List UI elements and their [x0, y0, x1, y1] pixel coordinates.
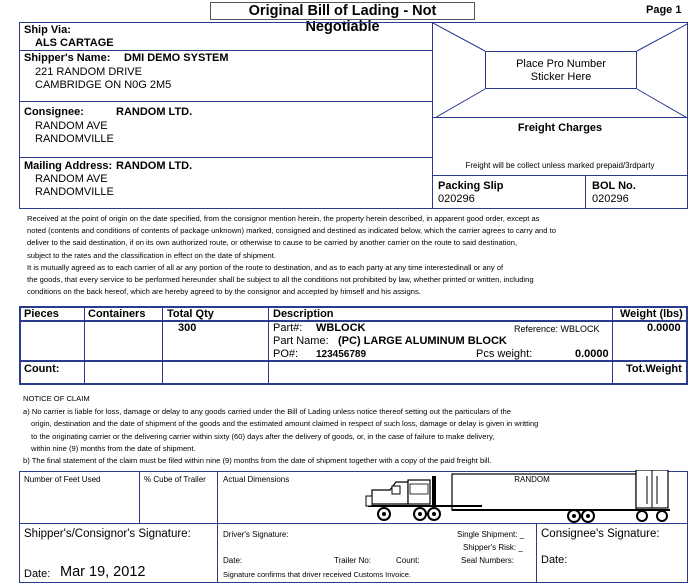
single-shipment-field[interactable]: Single Shipment: _: [457, 530, 525, 539]
shipper-signature-label[interactable]: Shipper's/Consignor's Signature:: [24, 528, 191, 540]
cube-of-trailer-label: % Cube of Trailer: [144, 475, 206, 484]
col-header-containers: Containers: [88, 308, 146, 320]
feet-used-label: Number of Feet Used: [24, 475, 101, 484]
truck-illustration: [364, 470, 684, 526]
shipper-date-label: Date:: [24, 568, 51, 580]
trailer-col-divider: [217, 472, 218, 523]
trailer-col-divider: [139, 472, 140, 523]
items-table: [19, 306, 688, 385]
row-total-qty: 300: [178, 322, 197, 334]
terms-line: deliver to the said destination, if on its own authorized route, or otherwise to cause to be carried by another carrier on the route to said destination,: [27, 238, 518, 248]
customs-invoice-note: Signature confirms that driver received Customs Invoice.: [223, 570, 411, 579]
col-header-total-qty: Total Qty: [167, 308, 214, 320]
pro-number-line1: Place Pro Number: [516, 58, 606, 70]
shipper-box: [19, 50, 433, 102]
row-part-value: WBLOCK: [316, 322, 366, 334]
pro-number-sticker-box: [485, 51, 637, 89]
ship-via-box: [19, 22, 433, 51]
terms-paragraph: [27, 213, 556, 298]
packing-slip-box: [432, 175, 586, 209]
terms-line: Received at the point of origin on the date specified, from the consignor mention herein, the property herein described, in apparent good order, except as: [27, 214, 540, 223]
mailing-address-line2: RANDOMVILLE: [35, 186, 114, 198]
shipper-name: DMI DEMO SYSTEM: [124, 52, 229, 64]
notice-line: b) The final statement of the claim must be filed within nine (9) months from the date of shipment together with a copy of the paid freight bill.: [23, 456, 492, 466]
bol-number-value: 020296: [592, 193, 629, 205]
terms-line: conditions on the back hereof, which are hereby agreed to by the consignor and accepted by himself and his assigns.: [27, 287, 421, 297]
document-title: Original Bill of Lading - Not Negotiable: [210, 2, 475, 20]
pro-number-area: [432, 22, 688, 118]
ship-via-label: Ship Via:: [24, 24, 71, 36]
table-col-divider: [84, 308, 85, 383]
row-part-label: Part#:: [273, 322, 303, 334]
row-po-value: 123456789: [316, 349, 367, 360]
trailer-number-label: Trailer No:: [334, 556, 372, 565]
shipper-date-value: Mar 19, 2012: [60, 564, 146, 580]
notice-line: origin, destination and the date of shipment of the goods and the estimated amount claimed in respect of such loss, damage or delay is given in writting: [31, 419, 539, 429]
mailing-address-line1: RANDOM AVE: [35, 173, 108, 185]
consignee-signature-label[interactable]: Consignee's Signature:: [541, 528, 660, 540]
consignee-box: [19, 101, 433, 158]
col-header-description: Description: [273, 308, 334, 320]
terms-line: It is mutually agreed as to each carrier of all ar any portion of the route to destination, and as to each party at any time interestedinall or any of: [27, 262, 504, 272]
signature-col-divider: [217, 524, 218, 582]
consignee-address-line1: RANDOM AVE: [35, 120, 108, 132]
consignee-name: RANDOM LTD.: [116, 106, 193, 118]
table-col-divider: [162, 308, 163, 383]
packing-slip-label: Packing Slip: [438, 180, 504, 192]
consignee-address-line2: RANDOMVILLE: [35, 133, 114, 145]
terms-line: subject to the rates and the classification in effect on the date of shipment.: [27, 250, 276, 260]
bol-number-label: BOL No.: [592, 180, 636, 192]
notice-line: a) No carrier is liable for loss, damage or delay to any goods carried under the Bill of Lading unless notice thereof setting out the particulars of the: [23, 407, 511, 417]
col-header-pieces: Pieces: [24, 308, 59, 320]
driver-count-label: Count:: [396, 556, 420, 565]
trailer-label: RANDOM: [514, 475, 550, 484]
row-reference: Reference: WBLOCK: [514, 324, 600, 334]
row-part-name-label: Part Name:: [273, 335, 329, 347]
consignee-date-label: Date:: [541, 554, 568, 566]
mailing-address-box: [19, 157, 433, 209]
truck-cab: [372, 482, 408, 504]
freight-collect-note: Freight will be collect unless marked prepaid/3rdparty: [465, 161, 655, 170]
notice-title: NOTICE OF CLAIM: [23, 394, 90, 403]
shipper-address-line2: CAMBRIDGE ON N0G 2M5: [35, 79, 172, 91]
freight-charges-title: Freight Charges: [517, 122, 603, 134]
total-weight-label: Tot.Weight: [626, 363, 682, 375]
row-weight: 0.0000: [647, 322, 681, 334]
table-col-divider: [612, 308, 613, 383]
bol-number-box: [585, 175, 688, 209]
table-col-divider: [268, 308, 269, 383]
notice-line: within nine (9) months from the date of shipment.: [31, 443, 196, 453]
signature-col-divider: [536, 524, 537, 582]
driver-signature-label[interactable]: Driver's Signature:: [223, 530, 289, 539]
terms-line: noted (contents and conditions of contents of package unknown) marked, consigned and destined as indicated below, which the carrier agrees to carry and to: [27, 226, 556, 236]
row-part-name-value: (PC) LARGE ALUMINUM BLOCK: [338, 335, 507, 347]
mailing-address-label: Mailing Address:: [24, 160, 113, 172]
packing-slip-value: 020296: [438, 193, 475, 205]
page-number: Page 1: [646, 4, 682, 16]
driver-date-label: Date:: [223, 556, 243, 565]
freight-charges-box: [432, 117, 688, 176]
shipper-address-line1: 221 RANDOM DRIVE: [35, 66, 142, 78]
pro-number-line2: Sticker Here: [530, 71, 592, 83]
shippers-risk-field[interactable]: Shipper's Risk: _: [463, 543, 523, 552]
terms-line: the goods, that every service to be performed hereunder shall be subject to all the conditions not prohibited by law, whether printed or written, including: [27, 275, 534, 285]
row-pcs-weight-value: 0.0000: [575, 348, 609, 360]
shipper-label: Shipper's Name:: [24, 52, 111, 64]
notice-line: to the originating carrier or the delivering carrier within sixty (60) days after the delivery of goods, or, in the case of failure to make delivery,: [31, 431, 495, 441]
consignee-label: Consignee:: [24, 106, 84, 118]
col-header-weight: Weight (lbs): [620, 308, 683, 320]
notice-of-claim: [23, 393, 538, 467]
row-po-label: PO#:: [273, 348, 299, 360]
ship-via-value: ALS CARTAGE: [35, 37, 114, 49]
row-pcs-weight-label: Pcs weight:: [476, 348, 533, 360]
count-label: Count:: [24, 363, 60, 375]
actual-dimensions-label: Actual Dimensions: [223, 475, 290, 484]
mailing-address-name: RANDOM LTD.: [116, 160, 193, 172]
signature-section: [19, 523, 688, 583]
seal-numbers-field[interactable]: Seal Numbers:: [461, 556, 514, 565]
